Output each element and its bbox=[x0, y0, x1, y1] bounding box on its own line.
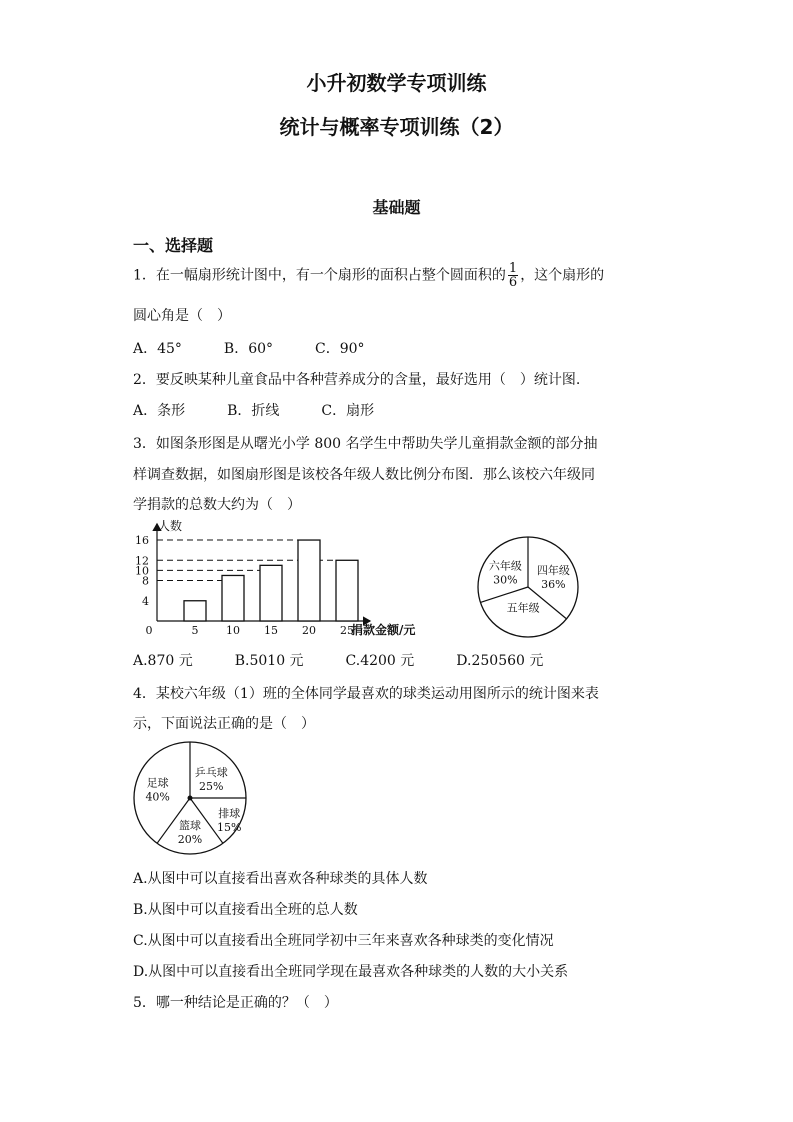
question-1-text-b: ，这个扇形的 bbox=[520, 267, 605, 284]
pie-slice-percent: 15% bbox=[216, 820, 242, 834]
pie-slice-label: 篮球 bbox=[179, 819, 201, 832]
y-tick-label: 12 bbox=[135, 554, 149, 568]
section-heading: 基础题 bbox=[372, 198, 421, 217]
page-subtitle: 统计与概率专项训练（2） bbox=[279, 115, 514, 139]
x-tick-label: 25 bbox=[340, 624, 354, 637]
y-tick-label: 10 bbox=[135, 564, 149, 578]
pie-slice-label: 乒乓球 bbox=[194, 765, 228, 779]
question-4-option-a: A.从图中可以直接看出喜欢各种球类的具体人数 bbox=[133, 871, 428, 887]
question-3-line-2: 样调查数据，如图扇形图是该校各年级人数比例分布图．那么该校六年级同 bbox=[133, 467, 595, 483]
pie-slice-label: 六年级 bbox=[488, 559, 522, 573]
x-tick-label: 10 bbox=[226, 624, 240, 637]
bar bbox=[298, 540, 320, 621]
pie-slice-label: 五年级 bbox=[506, 601, 540, 615]
question-3-line-3: 学捐款的总数大约为（ ） bbox=[133, 497, 301, 513]
question-3-options: A.870 元 B.5010 元 C.4200 元 D.250560 元 bbox=[133, 653, 544, 669]
pie-slice-label: 足球 bbox=[146, 776, 169, 790]
question-4-option-b: B.从图中可以直接看出全班的总人数 bbox=[133, 902, 358, 918]
pie-slice-percent: 40% bbox=[145, 790, 170, 804]
question-2-options: A．条形 B．折线 C．扇形 bbox=[133, 403, 375, 419]
pie-slice-label: 四年级 bbox=[536, 564, 570, 578]
grade-pie-chart bbox=[470, 535, 595, 643]
bar bbox=[184, 601, 206, 621]
x-tick-label: 5 bbox=[191, 624, 199, 637]
question-1-options: A．45° B．60° C．90° bbox=[133, 341, 365, 357]
pie-slice-percent: 25% bbox=[198, 779, 224, 793]
bar bbox=[222, 575, 244, 621]
pie-slice-label: 排球 bbox=[218, 806, 241, 820]
question-1 bbox=[133, 262, 604, 289]
part-heading: 一、选择题 bbox=[133, 236, 214, 255]
fraction-numerator: 1 bbox=[508, 261, 518, 276]
y-tick-label: 8 bbox=[142, 574, 149, 588]
fraction-denominator: 6 bbox=[508, 275, 518, 290]
pie-center bbox=[188, 796, 193, 801]
x-tick-label: 15 bbox=[264, 624, 278, 637]
pie-divider bbox=[480, 587, 528, 602]
donation-bar-chart bbox=[130, 518, 430, 643]
bar bbox=[336, 560, 358, 621]
x-tick-label: 20 bbox=[302, 624, 316, 637]
pie-slice-percent: 36% bbox=[541, 578, 566, 592]
question-4-line-1: 4．某校六年级（1）班的全体同学最喜欢的球类运动用图所示的统计图来表 bbox=[133, 686, 599, 702]
question-1-text-c: 圆心角是（ ） bbox=[133, 308, 231, 324]
y-axis-label: 人数 bbox=[158, 519, 183, 533]
y-tick-label: 16 bbox=[135, 534, 149, 548]
question-4-option-d: D.从图中可以直接看出全班同学现在最喜欢各种球类的人数的大小关系 bbox=[133, 964, 569, 980]
question-2: 2．要反映某种儿童食品中各种营养成分的含量，最好选用（ ）统计图. bbox=[133, 372, 581, 388]
ball-sports-pie-chart bbox=[130, 738, 260, 863]
page-title: 小升初数学专项训练 bbox=[306, 71, 487, 95]
x-axis-label: 捐款金额/元 bbox=[351, 623, 416, 637]
pie-slice-percent: 20% bbox=[177, 833, 203, 846]
question-4-line-2: 示，下面说法正确的是（ ） bbox=[133, 716, 315, 732]
question-1-text-a: 1．在一幅扇形统计图中，有一个扇形的面积占整个圆面积的 bbox=[133, 267, 506, 284]
question-4-option-c: C.从图中可以直接看出全班同学初中三年来喜欢各种球类的变化情况 bbox=[133, 933, 554, 949]
y-tick-label: 4 bbox=[142, 594, 149, 608]
bar bbox=[260, 565, 282, 621]
question-3-line-1: 3．如图条形图是从曙光小学 800 名学生中帮助失学儿童捐款金额的部分抽 bbox=[133, 436, 598, 452]
x-tick-label: 0 bbox=[145, 624, 153, 637]
fraction-one-sixth bbox=[508, 262, 518, 289]
pie-slice-percent: 30% bbox=[493, 573, 518, 587]
question-5: 5．哪一种结论是正确的？（ ） bbox=[133, 995, 338, 1011]
